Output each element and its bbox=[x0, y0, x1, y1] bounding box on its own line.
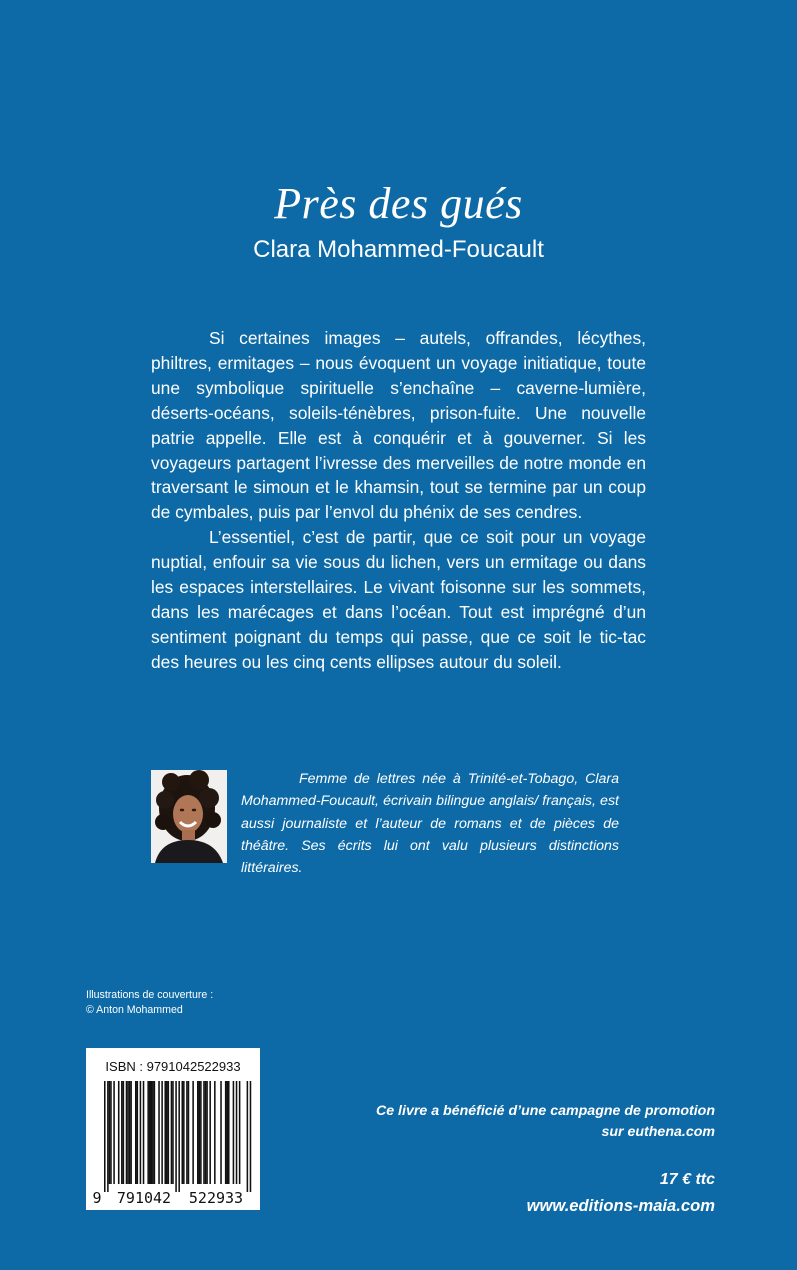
barcode-bar bbox=[130, 1081, 132, 1184]
blurb-paragraph-2: L’essentiel, c’est de partir, que ce soit pour un voyage nuptial, enfouir sa vie sous du lichen, vers un ermitage ou dans les espaces interstellaires. Le vivant foisonne sur les sommets, dans les marécages et dans l’océan. Tout est imprégné d’un sentiment poignant du temps qui passe, que ce soit le tic-tac des heures ou les cinq cents ellipses autour du soleil. bbox=[151, 527, 646, 672]
barcode-bar bbox=[158, 1081, 160, 1184]
author-photo bbox=[151, 770, 227, 863]
barcode-bar bbox=[168, 1081, 170, 1184]
barcode-bar bbox=[203, 1081, 205, 1184]
barcode-bar bbox=[172, 1081, 174, 1184]
barcode-bar bbox=[127, 1081, 129, 1184]
barcode-digit-first: 9 bbox=[92, 1189, 102, 1207]
author-bio-text: Femme de lettres née à Trinité-et-Tobago, Clara Mohammed-Foucault, écrivain bilingue anglais/ français, est aussi journaliste et l’auteur de romans et de pièces de théâtre. Ses écrits lui ont valu plusieurs distinctions littéraires. bbox=[241, 771, 619, 877]
barcode-bar bbox=[200, 1081, 202, 1184]
price: 17 € ttc bbox=[659, 1171, 715, 1188]
barcode-bar bbox=[220, 1081, 222, 1184]
barcode-bars bbox=[86, 1048, 260, 1210]
barcode-bar bbox=[123, 1081, 125, 1184]
barcode-bar bbox=[228, 1081, 230, 1184]
credits-line-2: © Anton Mohammed bbox=[86, 1004, 183, 1016]
barcode-bar bbox=[199, 1081, 201, 1184]
barcode-bar bbox=[152, 1081, 154, 1184]
credits-line-1: Illustrations de couverture : bbox=[86, 989, 214, 1001]
promotion-note bbox=[315, 1101, 715, 1143]
blurb-paragraph-1: Si certaines images – autels, offrandes, lécythes, philtres, ermitages – nous évoquent un voyage initiatique, toute une symbolique spirituelle s’enchaîne – caverne-lumière, déserts-océans, soleils-ténèbres, prison-fuite. Une nouvelle patrie appelle. Elle est à conquérir et à gouverner. Si les voyageurs partagent l’ivresse des merveilles de notre monde en traversant le simoun et le khamsin, tout se termine par un coup de cymbales, puis par l’envol du phénix de ses cendres. bbox=[151, 328, 646, 523]
barcode-bar bbox=[209, 1081, 211, 1184]
barcode-bar bbox=[250, 1081, 252, 1192]
barcode-bar bbox=[166, 1081, 168, 1184]
barcode-bar bbox=[140, 1081, 142, 1184]
barcode-bar bbox=[107, 1081, 109, 1192]
barcode-bar bbox=[110, 1081, 112, 1184]
barcode-bar bbox=[129, 1081, 131, 1184]
barcode-bar bbox=[188, 1081, 190, 1184]
barcode-bar bbox=[205, 1081, 207, 1184]
barcode-bar bbox=[182, 1081, 184, 1184]
barcode-digits-right: 522933 bbox=[188, 1189, 244, 1207]
barcode-bar bbox=[178, 1081, 180, 1192]
barcode-bar bbox=[186, 1081, 188, 1184]
barcode-bar bbox=[233, 1081, 235, 1184]
barcode-bar bbox=[113, 1081, 115, 1184]
barcode-bar bbox=[121, 1081, 123, 1184]
promo-line-1: Ce livre a bénéficié d’une campagne de promotion bbox=[375, 1103, 715, 1119]
back-cover-blurb bbox=[151, 326, 646, 675]
promo-line-2: sur euthena.com bbox=[601, 1124, 715, 1140]
barcode-bar bbox=[183, 1081, 185, 1184]
barcode-bar bbox=[143, 1081, 145, 1184]
barcode-digits-left: 791042 bbox=[116, 1189, 172, 1207]
barcode-bar bbox=[164, 1081, 166, 1184]
barcode-bar bbox=[126, 1081, 128, 1184]
barcode-bar bbox=[197, 1081, 199, 1184]
barcode-bar bbox=[236, 1081, 238, 1184]
barcode-bar bbox=[226, 1081, 228, 1184]
author-bio bbox=[241, 768, 619, 879]
barcode-bar bbox=[137, 1081, 139, 1184]
isbn-barcode bbox=[86, 1048, 260, 1210]
book-title: Près des gués bbox=[274, 179, 523, 228]
barcode-bar bbox=[151, 1081, 153, 1184]
barcode-bar bbox=[147, 1081, 149, 1184]
barcode-bar bbox=[109, 1081, 111, 1184]
barcode-bar bbox=[247, 1081, 249, 1192]
barcode-bar bbox=[206, 1081, 208, 1184]
barcode-bar bbox=[118, 1081, 120, 1184]
isbn-label: ISBN : 9791042522933 bbox=[105, 1059, 241, 1074]
barcode-bar bbox=[135, 1081, 137, 1184]
barcode-bar bbox=[161, 1081, 163, 1184]
barcode-bar bbox=[149, 1081, 151, 1184]
book-author: Clara Mohammed-Foucault bbox=[253, 236, 544, 263]
barcode-bar bbox=[214, 1081, 216, 1184]
barcode-bar bbox=[175, 1081, 177, 1192]
barcode-bar bbox=[239, 1081, 241, 1184]
barcode-bar bbox=[154, 1081, 156, 1184]
barcode-bar bbox=[192, 1081, 194, 1184]
barcode-bar bbox=[171, 1081, 173, 1184]
cover-credits bbox=[86, 988, 286, 1018]
barcode-bar bbox=[104, 1081, 106, 1192]
publisher-website[interactable]: www.editions-maia.com bbox=[526, 1196, 715, 1215]
barcode-bar bbox=[225, 1081, 227, 1184]
